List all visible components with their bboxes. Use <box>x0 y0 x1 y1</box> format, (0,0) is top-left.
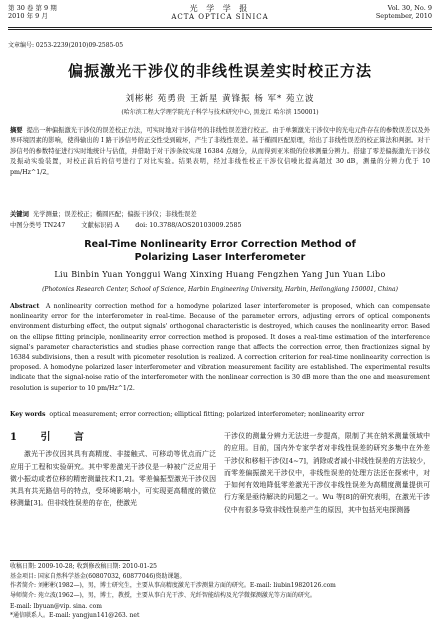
issue-date: 2010 年 9 月 <box>8 12 48 20</box>
doi: doi: 10.3788/AOS20103009.2585 <box>135 222 242 229</box>
journal-name-en: ACTA OPTICA SINICA <box>171 13 269 21</box>
intro-paragraph-cont: 干涉仪的测量分辨力无法进一步提高，限制了其在纳米测量领域中的应用。目前，国内外专家学者对非线性误差的研究多集中在外差干涉仪和移相干涉仪[4~7]，消除或者减小非线性误差的方法较少，而零差偏振激光干涉仪中，非线性误差的处理方法还在探索中，对于如何有效地降低零差激光干涉仪非线性误差为高精度测量提供可行方案是亟待解决的问题之一。Wu 等[8]的研究表明，在激光干涉仪中有很多导致非线性误差产生的原因，其中包括光电探测器 <box>224 432 430 514</box>
volume-issue-en: Vol. 30, No. 9 <box>387 4 432 12</box>
body-right-column <box>224 430 430 516</box>
abstract-en-text: A nonlinearity correction method for a homodyne polarized laser interferometer is proposed, which can compensate nonlinearity error for the interferometer in real-time. Because of the parameter errors, adjusting errors of optical components environment disturbing effect, the output signals' orthogonal characteristic is destroyed, which causes the nonlinearity error. Based on the ellipse fitting principle, nonlinearity error correction method is proposed. It doses a real-time estimation of the interference signal's parameter characteristics and studies phase correction range that affects the correction error, then fractionizes signal by 16384 subdivisions, then a result with picometer resolution is realized. A correction criterion for real-time nonlinearity correction is proposed. A homodyne polarized laser interferometer and vibration measurement facility are established. The experimental results indicate that the signal-noise ratio of the interferometer with the nonlinear correction is 30 dB more than the one and measurement resolution is superior to 10 pm/Hz^1/2. <box>10 303 431 392</box>
journal-name-cn: 光 学 学 报 <box>189 4 251 13</box>
header-rule-thin <box>8 29 432 30</box>
footnote-received: 收稿日期: 2009-10-28; 收到修改稿日期: 2010-01-25 <box>10 563 157 570</box>
keywords-cn-label: 关键词 <box>10 211 29 218</box>
article-number: 文章编号: 0253-2239(2010)09-2585-05 <box>8 42 124 49</box>
footnote-rule <box>10 560 130 561</box>
abstract-cn <box>10 126 430 178</box>
keywords-en-text: optical measurement; error correction; elliptical fitting; polarized interferometer; nonlinearity error <box>49 411 365 418</box>
affiliation-cn: (哈尔滨工程大学理学院光子科学与技术研究中心, 黑龙江 哈尔滨 150001) <box>121 109 319 116</box>
abstract-en-label: Abstract <box>10 303 40 310</box>
footnote-funding: 基金项目: 国家自然科学基金(60807032, 60877046)资助课题。 <box>10 572 186 580</box>
body-left-column <box>10 430 216 510</box>
classification-row <box>10 221 430 231</box>
volume-issue: 第 30 卷 第 9 期 <box>8 4 57 12</box>
abstract-cn-text: 提出一种偏振激光干涉仪的误差校正方法，可实时地对干涉信号的非线性误差进行校正。由于单频激光干涉仪中的光电元件存在的参数误差以及外界环境因素的影响，使得输出的 I 路干涉信号的正交性受到破坏，产生了非线性误差。基于椭圆匹配原理，给出了非线性误差的校正算法和判据。对干涉信号的参数特征进行实时地统计与估值，并借助于对干涉条纹实现 16384 点细分，从而得到亚米级的位移测量分辨力。搭建了零差偏振激光干涉仪及振动实验装置，对校正前后的信号进行了对比实验。结果表明，经过非线性校正干涉仪信噪比提高超过 30 dB，测量的分辨力优于 10 pm/Hz^1/2。 <box>10 127 430 176</box>
footnote-author: 作者简介: 刘彬彬(1982—)，男，博士研究生，主要从事高精度激光干涉测量方面的研究。E-mail: liubin19820126.com <box>10 582 336 590</box>
title-en <box>0 238 440 264</box>
keywords-cn-text: 光学测量；误差校正；椭圆匹配；偏振干涉仪；非线性误差 <box>32 211 197 218</box>
issue-date-en: September, 2010 <box>375 12 432 20</box>
section-heading-intro: 1 引 言 <box>10 432 94 443</box>
authors-cn: 刘彬彬 苑勇贵 王新星 黄锋振 杨 军* 苑立波 <box>125 94 315 104</box>
affiliation-en: (Photonics Research Center, School of Science, Harbin Engineering University, Harbin, Heilongjiang 150001, China) <box>42 286 398 293</box>
keywords-cn <box>10 210 430 220</box>
abstract-en <box>10 302 430 394</box>
journal-header <box>8 4 432 26</box>
intro-paragraph: 激光干涉仪因其具有高精度、非接触式、可移动等优点而广泛应用于工程和实验研究。其中零差激光干涉仪是一种被广泛应用于微小振动或者位移的精密测量技术[1,2]。零差偏振型激光干涉仪因其具有共光路信号的特点，受环境影响小，可实现更高精度的微位移测量[3]。但非线性误差的存在，使激光 <box>10 450 216 508</box>
clc-number: 中图分类号 TN247 <box>10 222 66 229</box>
header-right <box>376 4 432 20</box>
abstract-cn-label: 摘要 <box>10 127 23 134</box>
title-en-line2: Polarizing Laser Interferometer <box>134 252 306 263</box>
contact-emails: E-mail: lbyuan@vip. sina. com *通信联系人。E-mail: yangjun141@263. net <box>10 603 140 619</box>
title-cn: 偏振激光干涉仪的非线性误差实时校正方法 <box>67 62 372 80</box>
keywords-en <box>10 410 430 420</box>
title-en-line1: Real-Time Nonlinearity Error Correction Method of <box>84 239 356 250</box>
authors-en: Liu Binbin Yuan Yonggui Wang Xinxing Huang Fengzhen Yang Jun Yuan Libo <box>54 270 386 279</box>
header-rule <box>8 27 432 28</box>
keywords-en-label: Key words <box>10 411 46 418</box>
document-code: 文献标识码 A <box>81 222 120 229</box>
footnote-advisor: 导师简介: 苑立波(1962—)，男，博士，教授，主要从事白光干涉、光纤智能结构及光学微探测激光等方面的研究。 <box>10 591 316 599</box>
header-center <box>8 4 432 22</box>
footnotes <box>10 562 430 600</box>
